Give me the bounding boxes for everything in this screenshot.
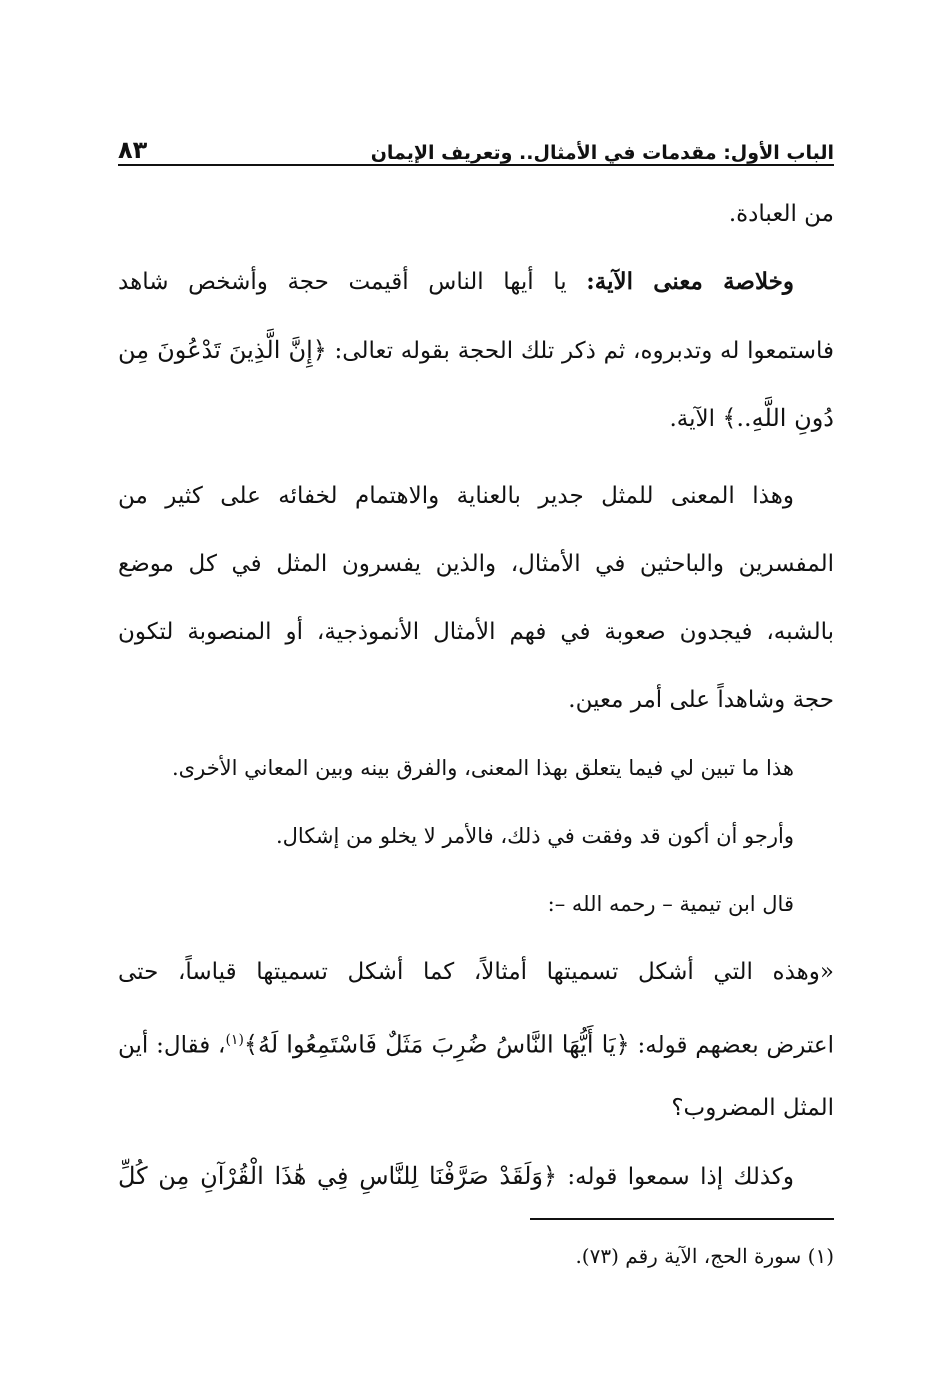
- footnote-marker[interactable]: (١): [225, 1032, 244, 1048]
- text-line: [118, 1152, 834, 1220]
- quran-verse: ﴿إِنَّ الَّذِينَ تَدْعُونَ مِن: [118, 336, 327, 364]
- paragraph-text: من العبادة.: [728, 201, 834, 227]
- text-line: [118, 540, 834, 608]
- page-number: ٨٣: [118, 136, 148, 164]
- footnote-rule: [530, 1218, 834, 1220]
- paragraph-text: الآية.: [669, 406, 723, 432]
- quran-verse: دُونِ اللَّهِ..﴾: [722, 404, 834, 432]
- paragraph-text: وأرجو أن أكون قد وفقت في ذلك، فالأمر لا يخلو من إشكال.: [275, 824, 794, 848]
- text-line: [118, 258, 834, 326]
- quran-verse: ﴿وَلَقَدْ صَرَّفْنَا لِلنَّاسِ فِي هَٰذَا الْقُرْآنِ مِن كُلِّ: [118, 1162, 558, 1190]
- quotation-text: اعترض بعضهم قوله:: [629, 1032, 834, 1059]
- paragraph-text: المفسرين والباحثين في الأمثال، والذين يفسرون المثل في كل موضع: [118, 551, 834, 577]
- header-title: الباب الأول: مقدمات في الأمثال.. وتعريف الإيمان: [370, 142, 834, 164]
- text-line: [118, 1016, 834, 1084]
- text-line: [118, 948, 834, 1016]
- paragraph-text: فاستمعوا له وتدبروه، ثم ذكر تلك الحجة بقوله تعالى:: [326, 338, 834, 364]
- running-header: [118, 128, 834, 164]
- text-line: [118, 326, 834, 394]
- text-body: [118, 190, 834, 1220]
- quotation-text: «وهذه التي أشكل تسميتها أمثالاً، كما أشكل تسميتها قياساً، حتى: [118, 959, 834, 985]
- paragraph-text: وهذا المعنى للمثل جدير بالعناية والاهتمام لخفائه على كثير من: [118, 483, 794, 509]
- paragraph-text: يا أيها الناس أقيمت حجة وأشخص شاهد: [118, 269, 587, 295]
- header-rule: [118, 164, 834, 166]
- text-line: [118, 676, 834, 744]
- quotation-text: وكذلك إذا سمعوا قوله:: [557, 1164, 794, 1190]
- quotation-text: ، فقال: أين: [118, 1032, 226, 1059]
- text-line: [118, 190, 834, 258]
- text-line: [118, 608, 834, 676]
- quotation-text: المثل المضروب؟: [671, 1095, 834, 1121]
- footnote: (١) سورة الحج، الآية رقم (٧٣).: [575, 1244, 834, 1268]
- text-line: [118, 472, 834, 540]
- bold-lead-in: وخلاصة معنى الآية:: [586, 268, 794, 295]
- paragraph-text: قال ابن تيمية – رحمه الله –:: [547, 892, 794, 916]
- text-line: [118, 812, 834, 880]
- paragraph-text: حجة وشاهداً على أمر معين.: [568, 687, 834, 713]
- paragraph-text: هذا ما تبين لي فيما يتعلق بهذا المعنى، والفرق بينه وبين المعاني الأخرى.: [172, 756, 794, 780]
- text-line: [118, 880, 834, 948]
- text-line: [118, 394, 834, 462]
- quran-verse: ﴿يَا أَيُّهَا النَّاسُ ضُرِبَ مَثَلٌ فَاسْتَمِعُوا لَهُ﴾: [243, 1030, 630, 1059]
- text-line: [118, 1084, 834, 1152]
- paragraph-text: بالشبه، فيجدون صعوبة في فهم الأمثال الأنموذجية، أو المنصوبة لتكون: [118, 619, 834, 645]
- text-line: [118, 744, 834, 812]
